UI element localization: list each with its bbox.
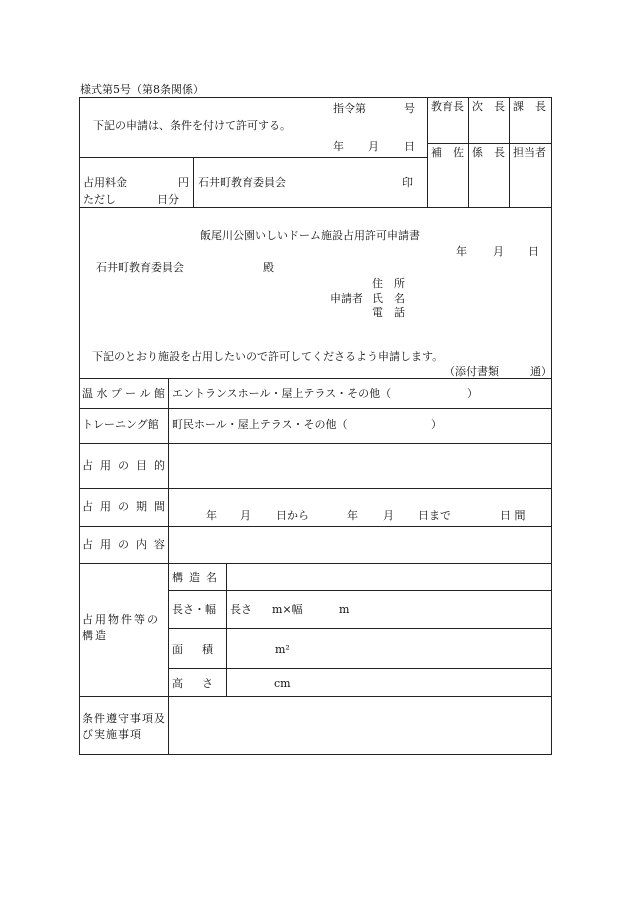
height-unit: cm bbox=[274, 677, 291, 690]
stamp-grid-line bbox=[509, 97, 510, 207]
period-start-year: 年 bbox=[206, 509, 217, 522]
area-unit: m² bbox=[275, 643, 290, 656]
pool-hall-close: ） bbox=[467, 387, 478, 400]
stamp-label-staff: 担当者 bbox=[513, 146, 546, 159]
stamp-label-deputy: 次 長 bbox=[472, 100, 505, 113]
purpose-label: 占 用 の 目 的 bbox=[82, 459, 165, 472]
approval-date-year: 年 bbox=[333, 140, 344, 153]
honorific: 殿 bbox=[263, 261, 274, 274]
name-label: 氏 名 bbox=[372, 292, 405, 305]
conditions-label: 条件遵守事項及び実施事項 bbox=[82, 712, 166, 741]
training-hall-label: トレーニング館 bbox=[82, 418, 159, 431]
period-end-year: 年 bbox=[347, 509, 358, 522]
divider bbox=[193, 157, 194, 207]
stamp-grid-row-line bbox=[427, 143, 552, 144]
dimensions-label: 長さ・幅 bbox=[172, 603, 216, 616]
divider bbox=[168, 668, 552, 669]
divider bbox=[79, 488, 552, 489]
application-date-year: 年 bbox=[456, 245, 467, 258]
form-number: 様式第5号（第8条関係） bbox=[80, 83, 204, 96]
stamp-label-assistant: 補 佐 bbox=[431, 146, 464, 159]
fee-label: 占用料金 bbox=[83, 176, 127, 189]
divider bbox=[79, 563, 552, 564]
content-label: 占 用 の 内 容 bbox=[82, 538, 165, 551]
stamp-label-section-chief: 課 長 bbox=[513, 100, 546, 113]
phone-label: 電 話 bbox=[372, 306, 405, 319]
proviso-label: ただし bbox=[83, 193, 116, 206]
dimensions-unit: m bbox=[339, 603, 350, 616]
attachment-label: （添付書類 bbox=[444, 365, 499, 378]
purpose-field[interactable] bbox=[170, 445, 550, 487]
request-text: 下記のとおり施設を占用したいので許可してくださるよう申請します。 bbox=[92, 350, 444, 363]
stamp-grid-line bbox=[468, 97, 469, 207]
stamp-label-superintendent: 教育長 bbox=[431, 100, 464, 113]
order-number-label: 指令第 bbox=[333, 102, 366, 115]
training-hall-other-field[interactable] bbox=[355, 414, 429, 432]
training-hall-areas: 町民ホール・屋上テラス・その他（ bbox=[172, 418, 348, 431]
period-start-month: 月 bbox=[240, 509, 251, 522]
application-date-day: 日 bbox=[528, 245, 539, 258]
stamp-label-subsection-chief: 係 長 bbox=[472, 146, 505, 159]
attachment-unit: 通） bbox=[530, 365, 552, 378]
structure-label: 占用物件等の構造 bbox=[82, 613, 160, 642]
approval-date-day: 日 bbox=[404, 140, 415, 153]
pool-hall-areas: エントランスホール・屋上テラス・その他（ bbox=[172, 387, 392, 400]
label-column-line bbox=[168, 378, 169, 755]
divider bbox=[79, 443, 552, 444]
training-hall-close: ） bbox=[431, 418, 442, 431]
structure-name-field[interactable] bbox=[228, 565, 550, 589]
dimensions-width-label: m×幅 bbox=[272, 603, 303, 616]
divider bbox=[79, 207, 552, 208]
divider bbox=[168, 628, 552, 629]
pool-hall-other-field[interactable] bbox=[395, 384, 465, 402]
application-date-month: 月 bbox=[493, 245, 504, 258]
content-field[interactable] bbox=[170, 528, 550, 562]
pool-hall-label: 温 水 プ ー ル 館 bbox=[82, 387, 165, 400]
divider bbox=[168, 590, 552, 591]
divider bbox=[79, 157, 427, 158]
approval-date-month: 月 bbox=[368, 140, 379, 153]
divider bbox=[79, 408, 552, 409]
stamp-grid-left-line bbox=[427, 97, 428, 207]
period-start-day: 日から bbox=[276, 509, 309, 522]
period-label: 占 用 の 期 間 bbox=[82, 500, 165, 513]
conditions-field[interactable] bbox=[170, 698, 550, 753]
dimensions-length-label: 長さ bbox=[230, 603, 252, 616]
period-end-day: 日まで bbox=[418, 509, 451, 522]
divider bbox=[79, 378, 552, 379]
address-label: 住 所 bbox=[372, 277, 405, 290]
approval-issuer: 石井町教育委員会 bbox=[198, 176, 286, 189]
application-title: 飯尾川公園いしいドーム施設占用許可申請書 bbox=[200, 229, 420, 242]
area-label: 面 積 bbox=[172, 643, 217, 656]
structure-inner-line bbox=[226, 563, 227, 696]
applicant-label: 申請者 bbox=[330, 292, 363, 305]
structure-name-label: 構造名 bbox=[172, 571, 223, 584]
divider bbox=[79, 526, 552, 527]
height-label: 高 さ bbox=[172, 677, 217, 690]
order-number-suffix: 号 bbox=[404, 102, 415, 115]
addressee: 石井町教育委員会 bbox=[96, 261, 184, 274]
period-end-month: 月 bbox=[383, 509, 394, 522]
approval-statement: 下記の申請は、条件を付けて許可する。 bbox=[93, 119, 291, 132]
period-days: 日 間 bbox=[500, 509, 526, 522]
proviso-unit: 日分 bbox=[157, 193, 179, 206]
divider bbox=[79, 696, 552, 697]
fee-unit: 円 bbox=[178, 176, 189, 189]
seal-mark: 印 bbox=[402, 176, 413, 189]
